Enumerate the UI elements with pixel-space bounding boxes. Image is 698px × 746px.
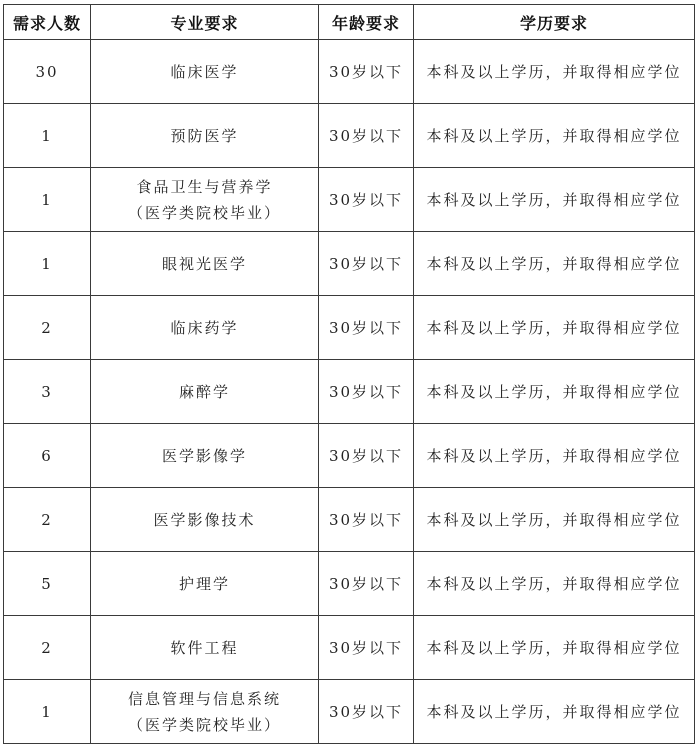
- count-cell: 2: [4, 296, 91, 360]
- education-cell: 本科及以上学历，并取得相应学位: [414, 296, 695, 360]
- table-row: [4, 296, 695, 360]
- major-line: 麻醉学: [178, 382, 230, 401]
- count-cell: 1: [4, 168, 91, 232]
- education-cell: 本科及以上学历，并取得相应学位: [414, 360, 695, 424]
- age-cell: 30岁以下: [319, 616, 414, 680]
- major-cell: [91, 168, 319, 232]
- education-cell: 本科及以上学历，并取得相应学位: [414, 104, 695, 168]
- major-cell: [91, 296, 319, 360]
- table-row: [4, 360, 695, 424]
- major-line: 软件工程: [170, 638, 239, 657]
- count-cell: 2: [4, 616, 91, 680]
- count-cell: 1: [4, 104, 91, 168]
- count-cell: 1: [4, 680, 91, 744]
- count-cell: 3: [4, 360, 91, 424]
- count-cell: 30: [4, 40, 91, 104]
- major-cell: [91, 360, 319, 424]
- age-cell: 30岁以下: [319, 424, 414, 488]
- major-line: 预防医学: [170, 126, 239, 145]
- table-row: [4, 552, 695, 616]
- age-cell: 30岁以下: [319, 296, 414, 360]
- major-cell: [91, 232, 319, 296]
- table-row: [4, 104, 695, 168]
- table-body: [4, 40, 695, 744]
- major-line: 临床药学: [170, 318, 239, 337]
- major-line: 临床医学: [170, 62, 239, 81]
- table-row: [4, 232, 695, 296]
- major-line: （医学类院校毕业）: [127, 203, 281, 222]
- count-cell: 5: [4, 552, 91, 616]
- age-cell: 30岁以下: [319, 168, 414, 232]
- major-line: 信息管理与信息系统: [127, 689, 281, 708]
- table-row: [4, 168, 695, 232]
- major-line: 护理学: [178, 574, 230, 593]
- age-cell: 30岁以下: [319, 104, 414, 168]
- major-line: （医学类院校毕业）: [127, 715, 281, 734]
- education-cell: 本科及以上学历，并取得相应学位: [414, 168, 695, 232]
- age-cell: 30岁以下: [319, 680, 414, 744]
- major-cell: [91, 40, 319, 104]
- major-cell: [91, 552, 319, 616]
- header-count: 需求人数: [4, 5, 91, 40]
- age-cell: 30岁以下: [319, 552, 414, 616]
- education-cell: 本科及以上学历，并取得相应学位: [414, 488, 695, 552]
- count-cell: 2: [4, 488, 91, 552]
- major-line: 医学影像技术: [153, 510, 256, 529]
- table-row: [4, 488, 695, 552]
- table-row: [4, 424, 695, 488]
- header-education: 学历要求: [414, 5, 695, 40]
- table-row: [4, 680, 695, 744]
- table-row: [4, 40, 695, 104]
- major-line: 食品卫生与营养学: [136, 177, 273, 196]
- age-cell: 30岁以下: [319, 40, 414, 104]
- education-cell: 本科及以上学历，并取得相应学位: [414, 616, 695, 680]
- count-cell: 6: [4, 424, 91, 488]
- major-cell: [91, 488, 319, 552]
- major-line: 医学影像学: [161, 446, 247, 465]
- major-cell: [91, 616, 319, 680]
- education-cell: 本科及以上学历，并取得相应学位: [414, 552, 695, 616]
- major-cell: [91, 104, 319, 168]
- header-major: 专业要求: [91, 5, 319, 40]
- major-cell: [91, 680, 319, 744]
- header-age: 年龄要求: [319, 5, 414, 40]
- age-cell: 30岁以下: [319, 488, 414, 552]
- major-line: 眼视光医学: [161, 254, 247, 273]
- major-cell: [91, 424, 319, 488]
- requirements-table: [3, 4, 695, 744]
- age-cell: 30岁以下: [319, 232, 414, 296]
- header-row: [4, 5, 695, 40]
- education-cell: 本科及以上学历，并取得相应学位: [414, 40, 695, 104]
- table-row: [4, 616, 695, 680]
- education-cell: 本科及以上学历，并取得相应学位: [414, 424, 695, 488]
- education-cell: 本科及以上学历，并取得相应学位: [414, 680, 695, 744]
- education-cell: 本科及以上学历，并取得相应学位: [414, 232, 695, 296]
- count-cell: 1: [4, 232, 91, 296]
- age-cell: 30岁以下: [319, 360, 414, 424]
